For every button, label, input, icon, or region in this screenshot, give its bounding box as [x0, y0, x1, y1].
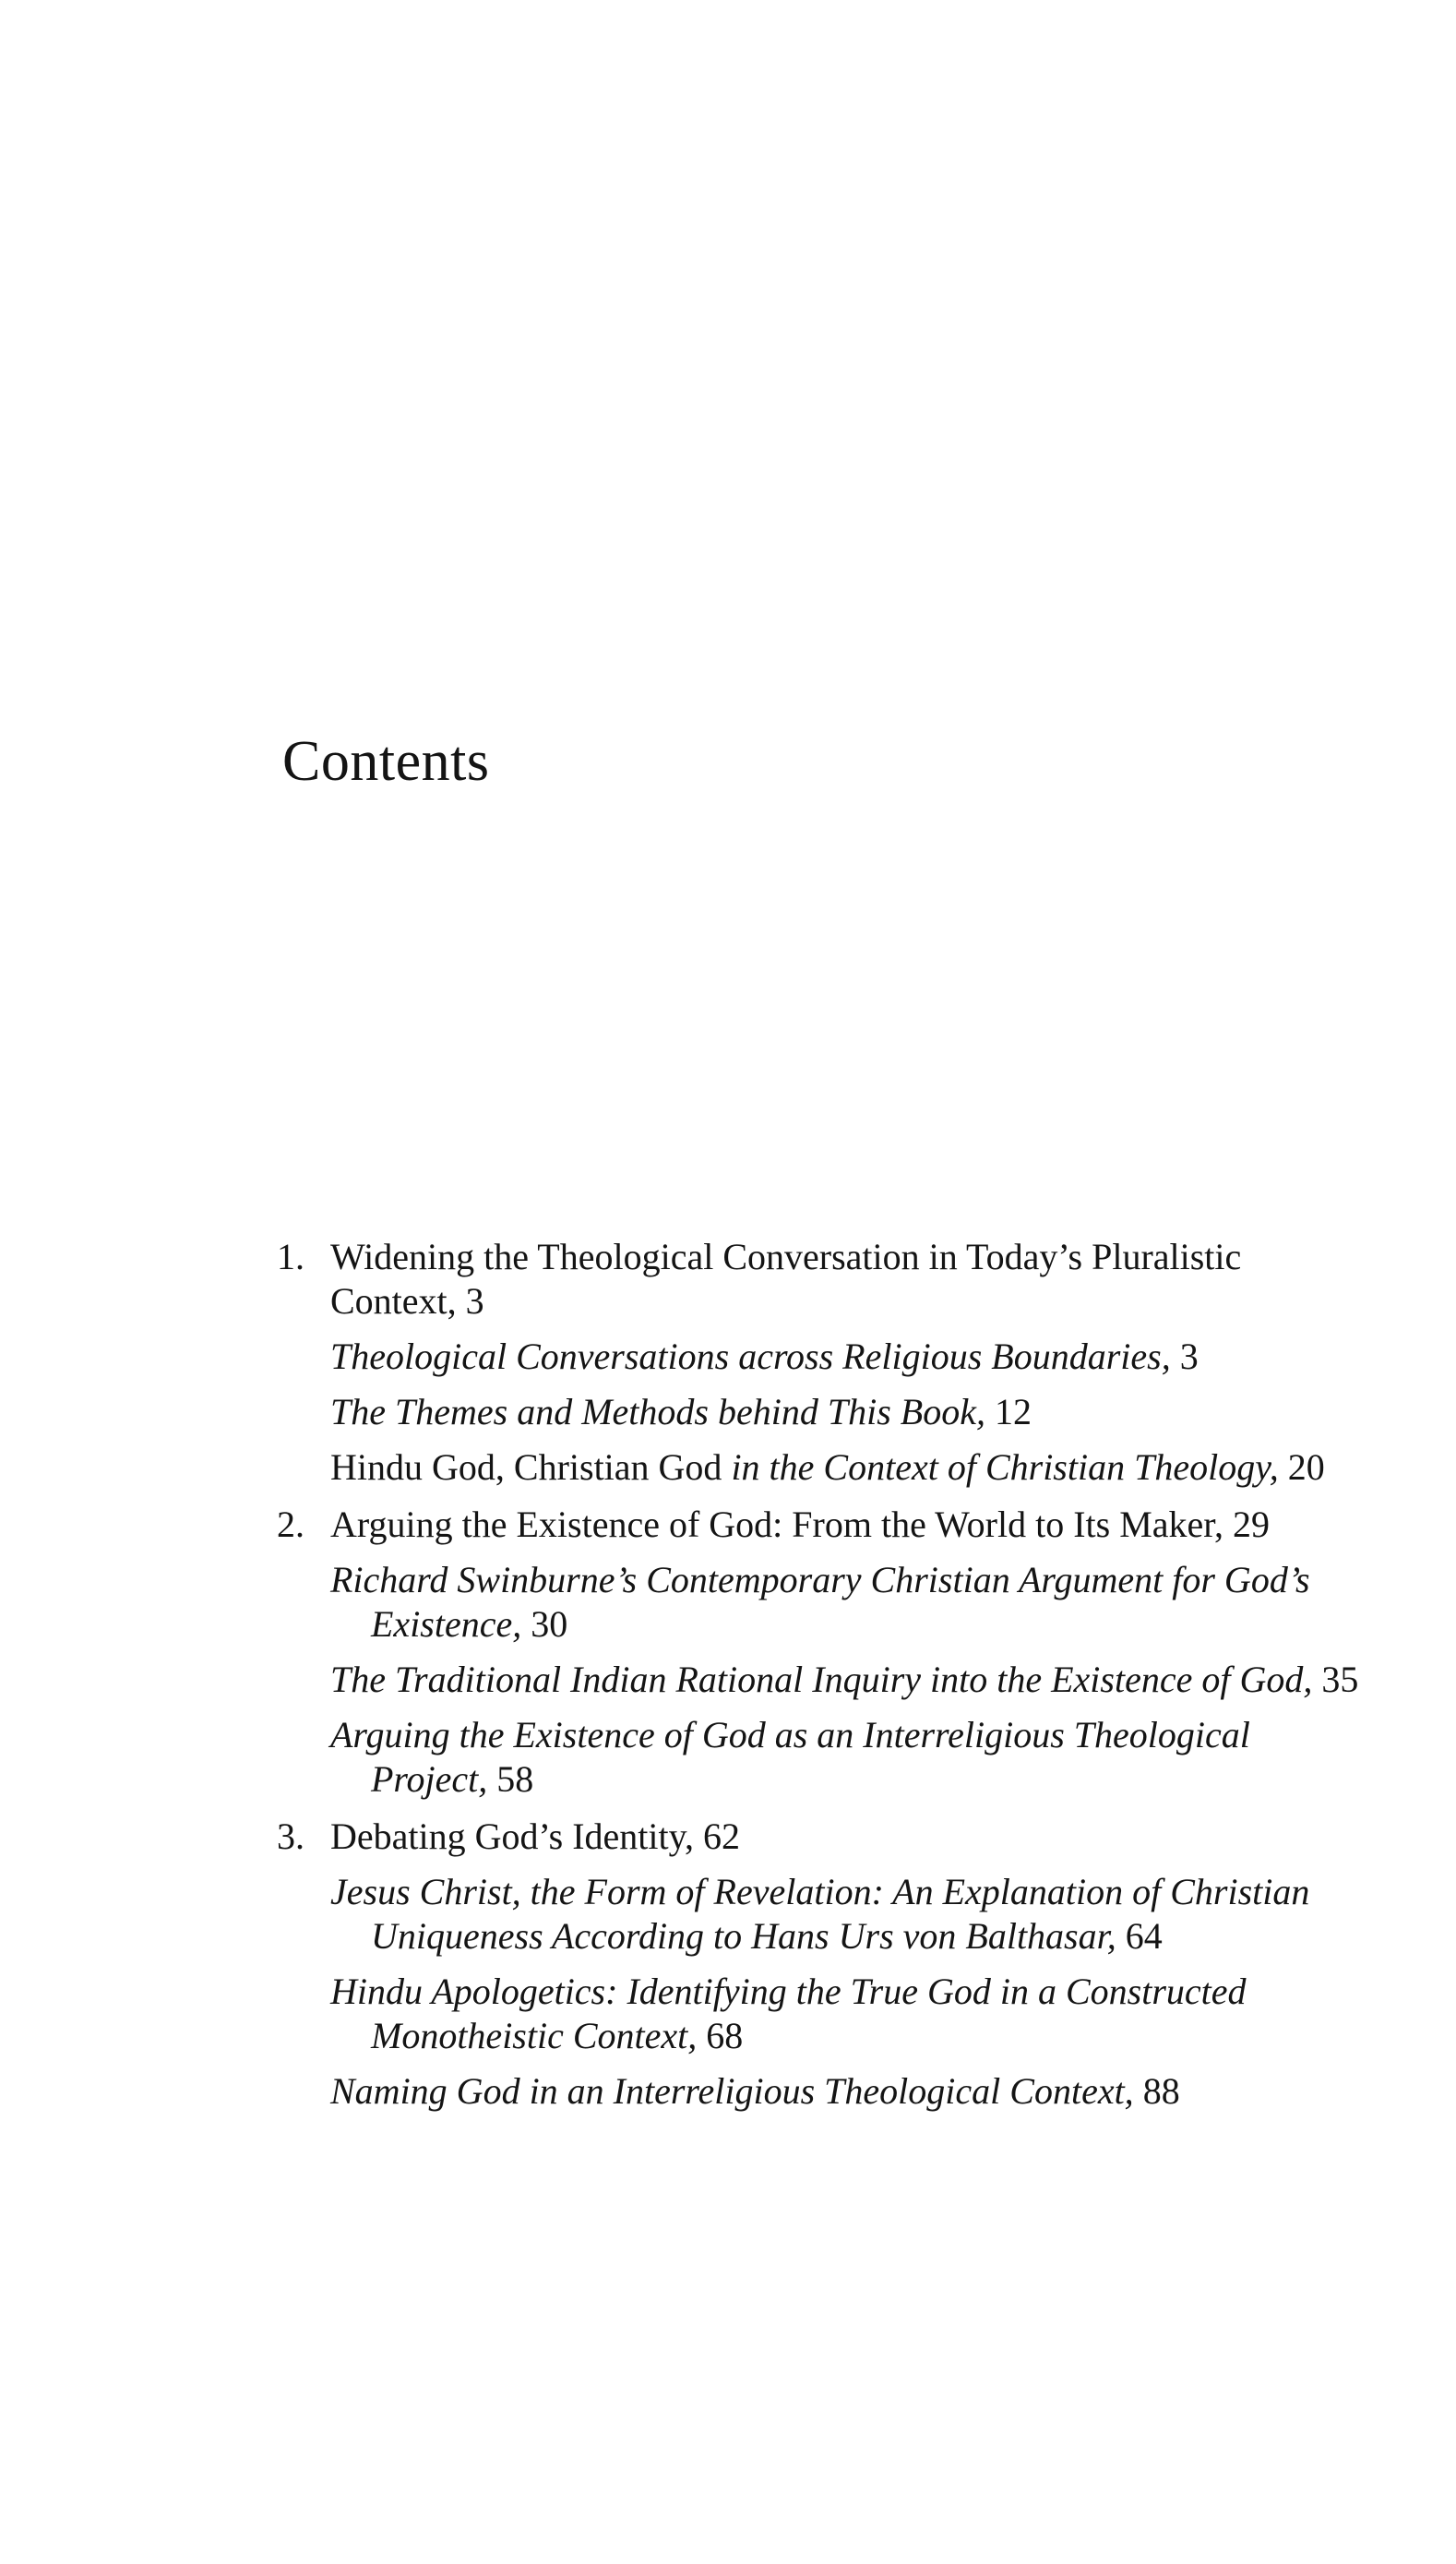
toc-section[interactable]	[330, 1658, 1366, 1702]
section-title: Theological Conversations across Religious Boundaries,	[330, 1336, 1171, 1377]
chapter-title: Debating God’s Identity,	[330, 1815, 695, 1857]
chapter-number: 3.	[277, 1815, 304, 1857]
toc-section[interactable]	[330, 1335, 1366, 1379]
section-title: Richard Swinburne’s Contemporary Christian Argument for God’s Existence,	[330, 1559, 1310, 1645]
section-title: Arguing the Existence of God as an Interreligious Theological Project,	[330, 1714, 1250, 1800]
chapter-title: Widening the Theological Conversation in Today’s Pluralistic Context,	[330, 1236, 1242, 1322]
chapter-heading[interactable]	[330, 1503, 1366, 1547]
toc-section[interactable]	[330, 1870, 1366, 1959]
section-page-number: 30	[531, 1603, 568, 1645]
section-page-number: 68	[706, 2015, 744, 2056]
section-page-number: 35	[1321, 1659, 1359, 1700]
chapter-title: Arguing the Existence of God: From the World to Its Maker,	[330, 1504, 1223, 1545]
toc-section[interactable]	[330, 1390, 1366, 1434]
toc-section[interactable]	[330, 1445, 1366, 1490]
chapter-heading[interactable]	[330, 1235, 1366, 1324]
section-page-number: 20	[1287, 1446, 1325, 1488]
chapter-page-number: 3	[465, 1280, 484, 1322]
section-page-number: 88	[1142, 2070, 1180, 2112]
chapter-number: 1.	[277, 1236, 304, 1277]
section-page-number: 58	[496, 1758, 534, 1800]
section-page-number: 64	[1125, 1915, 1163, 1957]
section-title: The Traditional Indian Rational Inquiry into the Existence of God,	[330, 1659, 1313, 1700]
table-of-contents	[277, 1235, 1366, 2127]
section-title: in the Context of Christian Theology,	[731, 1446, 1279, 1488]
section-page-number: 3	[1179, 1336, 1199, 1377]
page-title: Contents	[282, 730, 490, 793]
chapter-number: 2.	[277, 1504, 304, 1545]
chapter-heading[interactable]	[330, 1815, 1366, 1859]
toc-chapter-1	[277, 1235, 1366, 1490]
section-page-number: 12	[994, 1391, 1032, 1432]
chapter-page-number: 62	[703, 1815, 741, 1857]
chapter-page-number: 29	[1233, 1504, 1270, 1545]
toc-section[interactable]	[330, 1970, 1366, 2058]
toc-section[interactable]	[330, 1558, 1366, 1647]
section-title: Hindu Apologetics: Identifying the True God in a Constructed Monotheistic Context,	[330, 1971, 1247, 2056]
toc-chapter-2	[277, 1503, 1366, 1802]
toc-section[interactable]	[330, 2069, 1366, 2114]
toc-section[interactable]	[330, 1713, 1366, 1802]
section-title: The Themes and Methods behind This Book,	[330, 1391, 985, 1432]
section-title: Naming God in an Interreligious Theological Context,	[330, 2070, 1134, 2112]
section-title-roman: Hindu God, Christian God	[330, 1446, 732, 1488]
section-title: Jesus Christ, the Form of Revelation: An Explanation of Christian Uniqueness According to Hans Urs von Balthasar,	[330, 1871, 1310, 1957]
toc-chapter-3	[277, 1815, 1366, 2114]
